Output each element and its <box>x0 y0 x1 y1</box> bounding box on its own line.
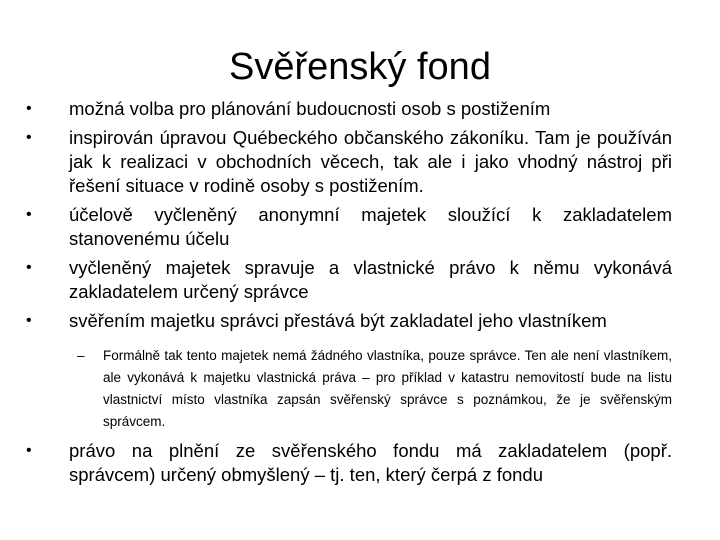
bullet-marker: • <box>26 259 32 276</box>
bullet-text: možná volba pro plánování budoucnosti osob s postižením <box>69 98 551 119</box>
bullet-text: inspirován úpravou Québeckého občanského zákoníku. Tam je používán jak k realizaci v obchodních věcech, tak ale i jako vhodný nástroj při řešení situace v rodině osoby s postižením. <box>69 127 672 196</box>
sub-bullet-item <box>69 345 672 433</box>
bullet-item <box>22 126 672 198</box>
bullet-marker: • <box>26 100 32 117</box>
bullet-text: právo na plnění ze svěřenského fondu má zakladatelem (popř. správcem) určený obmyšlený – tj. ten, který čerpá z fondu <box>69 440 672 485</box>
bullet-item <box>22 309 672 433</box>
sub-bullet-marker: – <box>77 348 85 363</box>
bullet-item <box>22 97 672 121</box>
bullet-text: vyčleněný majetek spravuje a vlastnické právo k němu vykonává zakladatelem určený správce <box>69 257 672 302</box>
bullet-list <box>22 97 672 492</box>
slide-title: Svěřenský fond <box>229 46 491 88</box>
sub-bullet-list <box>69 345 672 433</box>
bullet-marker: • <box>26 312 32 329</box>
bullet-marker: • <box>26 206 32 223</box>
bullet-item <box>22 256 672 304</box>
bullet-marker: • <box>26 442 32 459</box>
bullet-item <box>22 439 672 487</box>
bullet-marker: • <box>26 129 32 146</box>
bullet-item <box>22 203 672 251</box>
sub-bullet-text: Formálně tak tento majetek nemá žádného vlastníka, pouze správce. Ten ale není vlastníkem, ale vykonává k majetku vlastnická práva – pro příklad v katastru nemovitostí bude na listu vlastnictví místo vlastníka zapsán svěřenský správce s poznámkou, že je svěřenským správcem. <box>103 348 672 429</box>
bullet-text: svěřením majetku správci přestává být zakladatel jeho vlastníkem <box>69 310 607 331</box>
bullet-text: účelově vyčleněný anonymní majetek sloužící k zakladatelem stanovenému účelu <box>69 204 672 249</box>
